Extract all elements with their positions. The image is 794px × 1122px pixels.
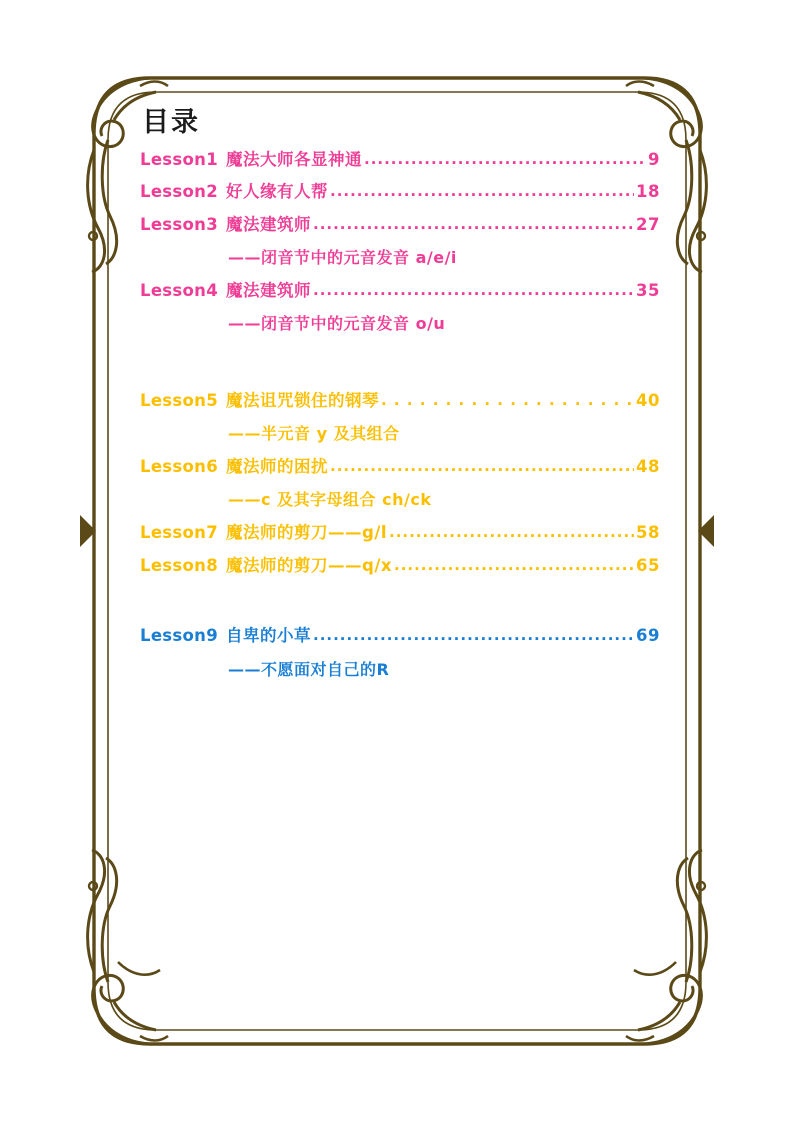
section-spacer — [140, 590, 660, 628]
toc-entry-subtitle: ——c 及其字母组合 ch/ck — [228, 490, 432, 510]
toc-entry-leader-dots — [364, 152, 646, 167]
toc-entry-lesson: Lesson3 — [140, 214, 219, 234]
toc-entry-title: 魔法建筑师 — [226, 280, 312, 300]
toc-entry-leader-dots — [330, 459, 634, 474]
toc-entry-leader-dots — [330, 184, 634, 199]
toc-entry-title: 自卑的小草 — [226, 626, 312, 646]
page-title: 目录 — [142, 107, 200, 138]
toc-entry-page-number: 65 — [636, 555, 660, 575]
section-spacer — [140, 349, 660, 393]
toc-entry-leader-dots — [394, 558, 634, 573]
toc-entry-page-number: 27 — [636, 214, 660, 234]
toc-entry-lesson: Lesson6 — [140, 456, 219, 476]
toc-entry-leader-dots — [313, 217, 634, 232]
toc-entry-page-number: 9 — [648, 149, 660, 169]
toc-entry-lesson: Lesson2 — [140, 182, 219, 202]
toc-entry-leader-dots — [313, 283, 634, 298]
toc-entry-subtitle: ——闭音节中的元音发音 o/u — [228, 314, 446, 334]
toc-entry-lesson: Lesson4 — [140, 280, 219, 300]
toc-entry-lesson: Lesson1 — [140, 149, 219, 169]
toc-entry-title: 魔法诅咒锁住的钢琴 — [226, 390, 380, 410]
toc-entry-page-number: 18 — [636, 182, 660, 202]
toc-entry[interactable] — [140, 214, 660, 234]
toc-entry[interactable] — [140, 390, 660, 410]
toc-entry-subtitle: ——半元音 y 及其组合 — [228, 424, 400, 444]
toc-entry[interactable] — [140, 525, 660, 542]
toc-content — [140, 108, 660, 694]
toc-entry-title: 好人缘有人帮 — [226, 182, 329, 202]
toc-entry-lesson: Lesson7 — [140, 523, 219, 543]
toc-entry-page-number: 69 — [636, 626, 660, 646]
toc-entry[interactable] — [140, 149, 660, 169]
toc-entry-title: 魔法师的剪刀——g/l — [226, 523, 388, 543]
toc-entry-lesson: Lesson9 — [140, 626, 219, 646]
toc-entry-title: 魔法建筑师 — [226, 214, 312, 234]
toc-entry-title: 魔法大师各显神通 — [226, 149, 363, 169]
toc-entry-leader-dots — [313, 628, 634, 643]
toc-entry-leader-dots — [381, 393, 634, 408]
toc-entry-leader-dots — [389, 525, 634, 540]
toc-entry-page-number: 35 — [636, 280, 660, 300]
toc-entry-subtitle: ——不愿面对自己的R — [228, 659, 390, 679]
toc-entry-page-number: 48 — [636, 456, 660, 476]
toc-entry[interactable] — [140, 280, 660, 300]
toc-entry[interactable] — [140, 456, 660, 476]
toc-entry[interactable] — [140, 555, 660, 575]
toc-list — [140, 149, 660, 679]
toc-entry-title: 魔法师的困扰 — [226, 456, 329, 476]
toc-entry-page-number: 58 — [636, 523, 660, 543]
toc-entry[interactable] — [140, 628, 660, 645]
toc-entry-lesson: Lesson8 — [140, 555, 219, 575]
toc-entry-subtitle: ——闭音节中的元音发音 a/e/i — [228, 248, 457, 268]
toc-entry-lesson: Lesson5 — [140, 390, 219, 410]
toc-entry-title: 魔法师的剪刀——q/x — [226, 555, 392, 575]
toc-entry-page-number: 40 — [636, 390, 660, 410]
toc-entry[interactable] — [140, 184, 660, 201]
